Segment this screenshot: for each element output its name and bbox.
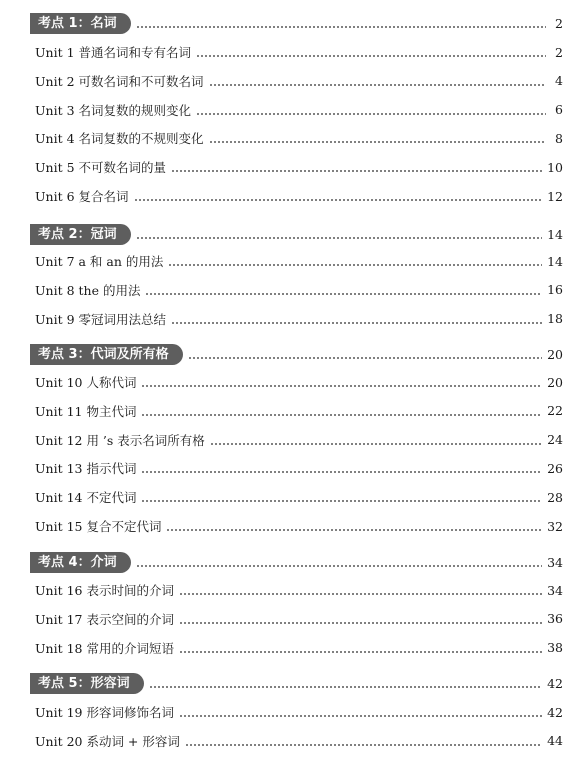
unit-entry[interactable] bbox=[0, 607, 579, 631]
unit-entry[interactable] bbox=[0, 69, 579, 93]
unit-title: Unit 7 a 和 an 的用法 bbox=[35, 254, 164, 269]
section-header[interactable] bbox=[0, 222, 579, 246]
unit-title: Unit 10 人称代词 bbox=[35, 375, 137, 390]
section-label: 考点 5：形容词 bbox=[30, 673, 144, 694]
page-number: 14 bbox=[547, 226, 563, 242]
dot-leader bbox=[141, 414, 542, 416]
page-number: 22 bbox=[547, 403, 563, 419]
unit-title: Unit 3 名词复数的规则变化 bbox=[35, 102, 192, 118]
dot-leader bbox=[168, 264, 542, 266]
page-number: 2 bbox=[555, 15, 563, 31]
unit-entry[interactable] bbox=[0, 370, 579, 394]
unit-entry[interactable] bbox=[0, 126, 579, 150]
page-number: 42 bbox=[547, 675, 563, 691]
unit-title: Unit 6 复合名词 bbox=[35, 189, 129, 204]
dot-leader bbox=[179, 651, 542, 653]
dot-leader bbox=[185, 744, 542, 746]
dot-leader bbox=[210, 443, 542, 445]
unit-entry[interactable] bbox=[0, 278, 579, 302]
dot-leader bbox=[179, 622, 542, 624]
unit-entry[interactable] bbox=[0, 636, 579, 660]
section-label: 考点 4：介词 bbox=[30, 552, 131, 573]
page-number: 20 bbox=[547, 374, 563, 390]
page-number: 2 bbox=[555, 44, 563, 60]
page-number: 14 bbox=[547, 253, 563, 269]
unit-title: Unit 4 名词复数的不规则变化 bbox=[35, 131, 204, 147]
dot-leader bbox=[179, 593, 542, 595]
unit-title: Unit 13 指示代词 bbox=[35, 461, 137, 477]
unit-entry[interactable] bbox=[0, 428, 579, 452]
dot-leader bbox=[136, 565, 543, 567]
dot-leader bbox=[166, 529, 542, 531]
page-number: 38 bbox=[547, 640, 563, 656]
dot-leader bbox=[171, 170, 542, 172]
page-number: 26 bbox=[547, 460, 563, 476]
page-number: 10 bbox=[547, 159, 563, 175]
page-number: 12 bbox=[547, 188, 563, 204]
unit-entry[interactable] bbox=[0, 700, 579, 724]
unit-title: Unit 11 物主代词 bbox=[35, 403, 137, 419]
page-number: 6 bbox=[555, 102, 563, 118]
unit-title: Unit 16 表示时间的介词 bbox=[35, 583, 174, 598]
unit-entry[interactable] bbox=[0, 155, 579, 179]
unit-title: Unit 1 普通名词和专有名词 bbox=[35, 45, 192, 60]
unit-title: Unit 14 不定代词 bbox=[35, 490, 137, 506]
dot-leader bbox=[209, 84, 546, 86]
unit-entry[interactable] bbox=[0, 98, 579, 122]
dot-leader bbox=[141, 385, 542, 387]
page-number: 34 bbox=[547, 554, 563, 570]
page-number: 8 bbox=[555, 130, 563, 146]
dot-leader bbox=[141, 471, 542, 473]
dot-leader bbox=[179, 715, 542, 717]
unit-title: Unit 5 不可数名词的量 bbox=[35, 160, 167, 176]
unit-entry[interactable] bbox=[0, 249, 579, 273]
section-label: 考点 2：冠词 bbox=[30, 224, 131, 245]
section-header[interactable] bbox=[0, 550, 579, 574]
unit-title: Unit 17 表示空间的介词 bbox=[35, 611, 174, 627]
unit-entry[interactable] bbox=[0, 184, 579, 208]
dot-leader bbox=[134, 199, 543, 201]
page-number: 18 bbox=[547, 311, 563, 327]
dot-leader bbox=[196, 55, 546, 57]
unit-title: Unit 18 常用的介词短语 bbox=[35, 640, 174, 656]
unit-title: Unit 2 可数名词和不可数名词 bbox=[35, 73, 204, 89]
unit-entry[interactable] bbox=[0, 307, 579, 331]
section-label: 考点 1：名词 bbox=[30, 13, 131, 34]
unit-title: Unit 20 系动词 + 形容词 bbox=[35, 733, 180, 749]
unit-entry[interactable] bbox=[0, 729, 579, 753]
dot-leader bbox=[149, 686, 543, 688]
page-number: 34 bbox=[547, 582, 563, 598]
page-number: 36 bbox=[547, 611, 563, 627]
dot-leader bbox=[196, 113, 546, 115]
section-header[interactable] bbox=[0, 671, 579, 695]
dot-leader bbox=[136, 26, 546, 28]
dot-leader bbox=[209, 141, 546, 143]
dot-leader bbox=[145, 293, 542, 295]
page-number: 44 bbox=[547, 733, 563, 749]
dot-leader bbox=[136, 237, 543, 239]
dot-leader bbox=[171, 322, 542, 324]
dot-leader bbox=[188, 357, 543, 359]
page-number: 24 bbox=[547, 432, 563, 448]
section-header[interactable] bbox=[0, 342, 579, 366]
unit-title: Unit 15 复合不定代词 bbox=[35, 519, 162, 534]
unit-entry[interactable] bbox=[0, 578, 579, 602]
unit-title: Unit 12 用 ’s 表示名词所有格 bbox=[35, 432, 205, 448]
section-label: 考点 3：代词及所有格 bbox=[30, 344, 183, 365]
page-number: 4 bbox=[555, 73, 563, 89]
unit-entry[interactable] bbox=[0, 485, 579, 509]
page-number: 42 bbox=[547, 704, 563, 720]
unit-entry[interactable] bbox=[0, 40, 579, 64]
page-number: 20 bbox=[547, 346, 563, 362]
page-number: 28 bbox=[547, 489, 563, 505]
unit-entry[interactable] bbox=[0, 399, 579, 423]
page-number: 16 bbox=[547, 282, 563, 298]
unit-entry[interactable] bbox=[0, 456, 579, 480]
page-number: 32 bbox=[547, 518, 563, 534]
unit-entry[interactable] bbox=[0, 514, 579, 538]
unit-title: Unit 9 零冠词用法总结 bbox=[35, 311, 167, 327]
unit-title: Unit 19 形容词修饰名词 bbox=[35, 705, 174, 720]
dot-leader bbox=[141, 500, 542, 502]
section-header[interactable] bbox=[0, 11, 579, 35]
unit-title: Unit 8 the 的用法 bbox=[35, 282, 141, 298]
